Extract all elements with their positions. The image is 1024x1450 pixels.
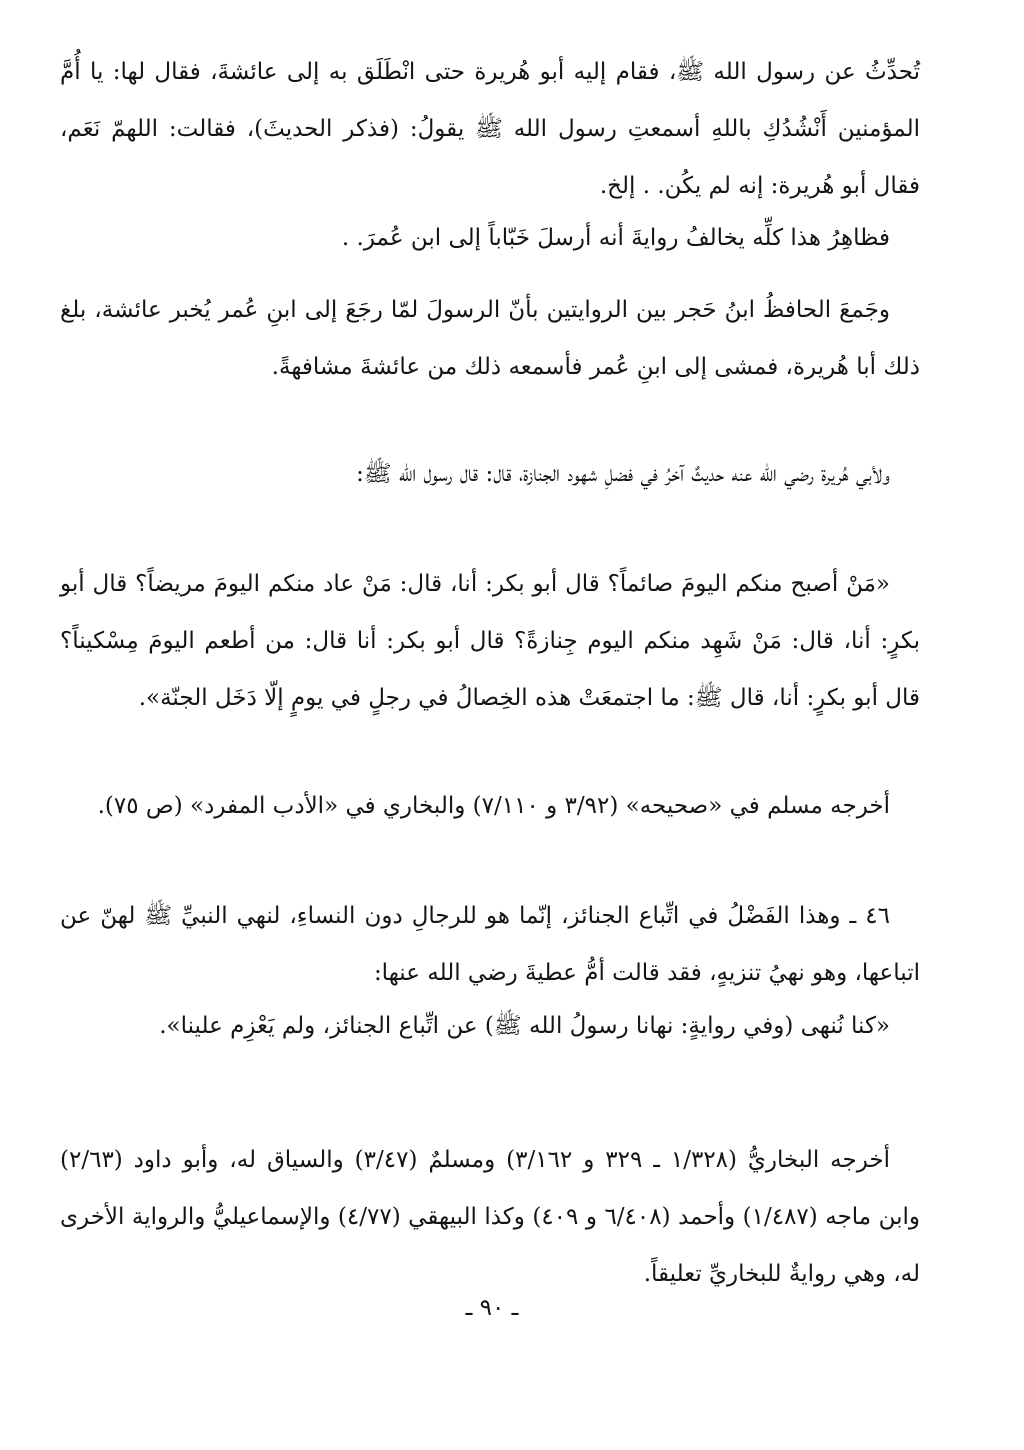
paragraph-hadith-quote: «مَنْ أصبح منكم اليومَ صائماً؟ قال أبو بكر: أنا، قال: مَنْ عاد منكم اليومَ مريضاً؟ قال أبو بكرٍ: أنا، قال: مَنْ شَهِد منكم اليوم جِنازةً؟ قال أبو بكر: أنا قال: من أطعم اليومَ مِسْكيناً؟ قال أبو بكرٍ: أنا، قال ﷺ: ما اجتمعَتْ هذه الخِصالُ في رجلٍ في يومٍ إلّا دَخَل الجنّة». xyxy=(60,571,920,711)
paragraph-takhrij-bukhari: أخرجه البخاريُّ (١/٣٢٨ ـ ٣٢٩ و ٣/١٦٢) ومسلمٌ (٣/٤٧) والسياق له، وأبو داود (٢/٦٣) وابن ماجه (١/٤٨٧) وأحمد (٦/٤٠٨ و ٤٠٩) وكذا البيهقي (٤/٧٧) والإسماعيليُّ والرواية الأخرى له، وهي روايةٌ للبخاريِّ تعليقاً. xyxy=(60,1147,921,1287)
paragraph-funeral-hadith-intro: ولأبي هُريرة رضي الله عنه حديثٌ آخرُ في فضلِ شهود الجنازة، قال: قال رسول الله ﷺ: xyxy=(356,461,890,487)
paragraph-hadith-continuation: تُحدِّثُ عن رسول الله ﷺ، فقام إليه أبو هُريرة حتى انْطَلَق به إلى عائشةَ، فقال لها: يا أُمَّ المؤمنين أَنْشُدُكِ باللهِ أسمعتِ رسول الله ﷺ يقولُ: (فذكر الحديثَ)، فقالت: اللهمّ نَعَم، فقال أبو هُريرة: إنه لم يكُن. . إلخ. xyxy=(60,59,920,199)
page-number: ـ ٩٠ ـ xyxy=(465,1295,519,1321)
paragraph-umm-atiyya-quote: «كنا نُنهى (وفي روايةٍ: نهانا رسولُ الله ﷺ) عن اتِّباع الجنائز، ولم يَعْزِم علينا». xyxy=(159,1013,890,1039)
paragraph-ibn-hajar-reconciliation: وجَمعَ الحافظُ ابنُ حَجر بين الروايتين بأنّ الرسولَ لمّا رجَعَ إلى ابنِ عُمر يُخبر عائشة، بلغ ذلك أبا هُريرة، فمشى إلى ابنِ عُمر فأسمعه ذلك من عائشةَ مشافهةً. xyxy=(60,297,920,380)
paragraph-apparent-contradiction: فظاهِرُ هذا كلِّه يخالفُ روايةَ أنه أرسلَ خَبّاباً إلى ابن عُمرَ. . xyxy=(341,225,890,251)
paragraph-takhrij-muslim: أخرجه مسلم في «صحيحه» (٣/٩٢ و ٧/١١٠) والبخاري في «الأدب المفرد» (ص ٧٥). xyxy=(97,793,890,819)
paragraph-section-46: ٤٦ ـ وهذا الفَضْلُ في اتِّباع الجنائز، إنّما هو للرجالِ دون النساءِ، لنهي النبيِّ ﷺ لهنّ عن اتباعها، وهو نهيُ تنزيهٍ، فقد قالت أمُّ عطيةَ رضي الله عنها: xyxy=(60,903,920,986)
